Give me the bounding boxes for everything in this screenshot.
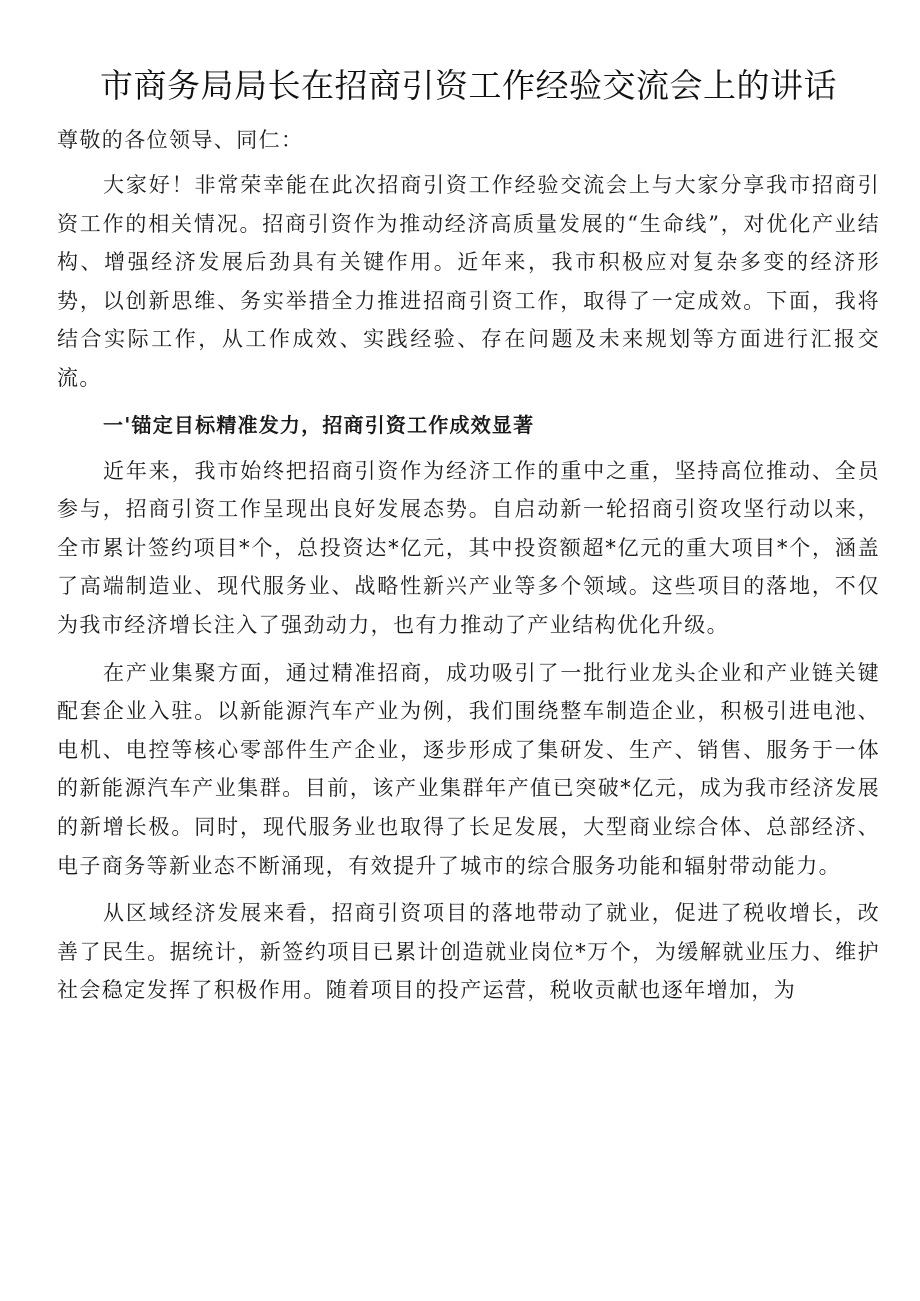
section-heading: 一'锚定目标精准发力，招商引资工作成效显著 xyxy=(103,412,535,437)
salutation: 尊敬的各位领导、同仁： xyxy=(57,128,304,152)
body-paragraph: 在产业集聚方面，通过精准招商，成功吸引了一批行业龙头企业和产业链关键配套企业入驻。以新能源汽车产业为例，我们围绕整车制造企业，积极引进电池、电机、电控等核心零部件生产企业，逐步形成了集研发、生产、销售、服务于一体的新能源汽车产业集群。目前，该产业集群年产值已突破*亿元，成为我市经济发展的新增长极。同时，现代服务业也取得了长足发展，大型商业综合体、总部经济、电子商务等新业态不断涌现，有效提升了城市的综合服务功能和辐射带动能力。 xyxy=(57,660,880,878)
page-title: 市商务局局长在招商引资工作经验交流会上的讲话 xyxy=(100,66,837,105)
intro-paragraph: 大家好！非常荣幸能在此次招商引资工作经验交流会上与大家分享我市招商引资工作的相关情况。招商引资作为推动经济高质量发展的“生命线”，对优化产业结构、增强经济发展后劲具有关键作用。近年来，我市积极应对复杂多变的经济形势，以创新思维、务实举措全力推进招商引资工作，取得了一定成效。下面，我将结合实际工作，从工作成效、实践经验、存在问题及未来规划等方面进行汇报交流。 xyxy=(57,173,880,390)
body-paragraph: 从区域经济发展来看，招商引资项目的落地带动了就业，促进了税收增长，改善了民生。据统计，新签约项目已累计创造就业岗位*万个，为缓解就业压力、维护社会稳定发挥了积极作用。随着项目的投产运营，税收贡献也逐年增加，为 xyxy=(57,901,880,1003)
body-paragraph: 近年来，我市始终把招商引资作为经济工作的重中之重，坚持高位推动、全员参与，招商引资工作呈现出良好发展态势。自启动新一轮招商引资攻坚行动以来，全市累计签约项目*个，总投资达*亿元，其中投资额超*亿元的重大项目*个，涵盖了高端制造业、现代服务业、战略性新兴产业等多个领域。这些项目的落地，不仅为我市经济增长注入了强劲动力，也有力推动了产业结构优化升级。 xyxy=(57,458,880,637)
